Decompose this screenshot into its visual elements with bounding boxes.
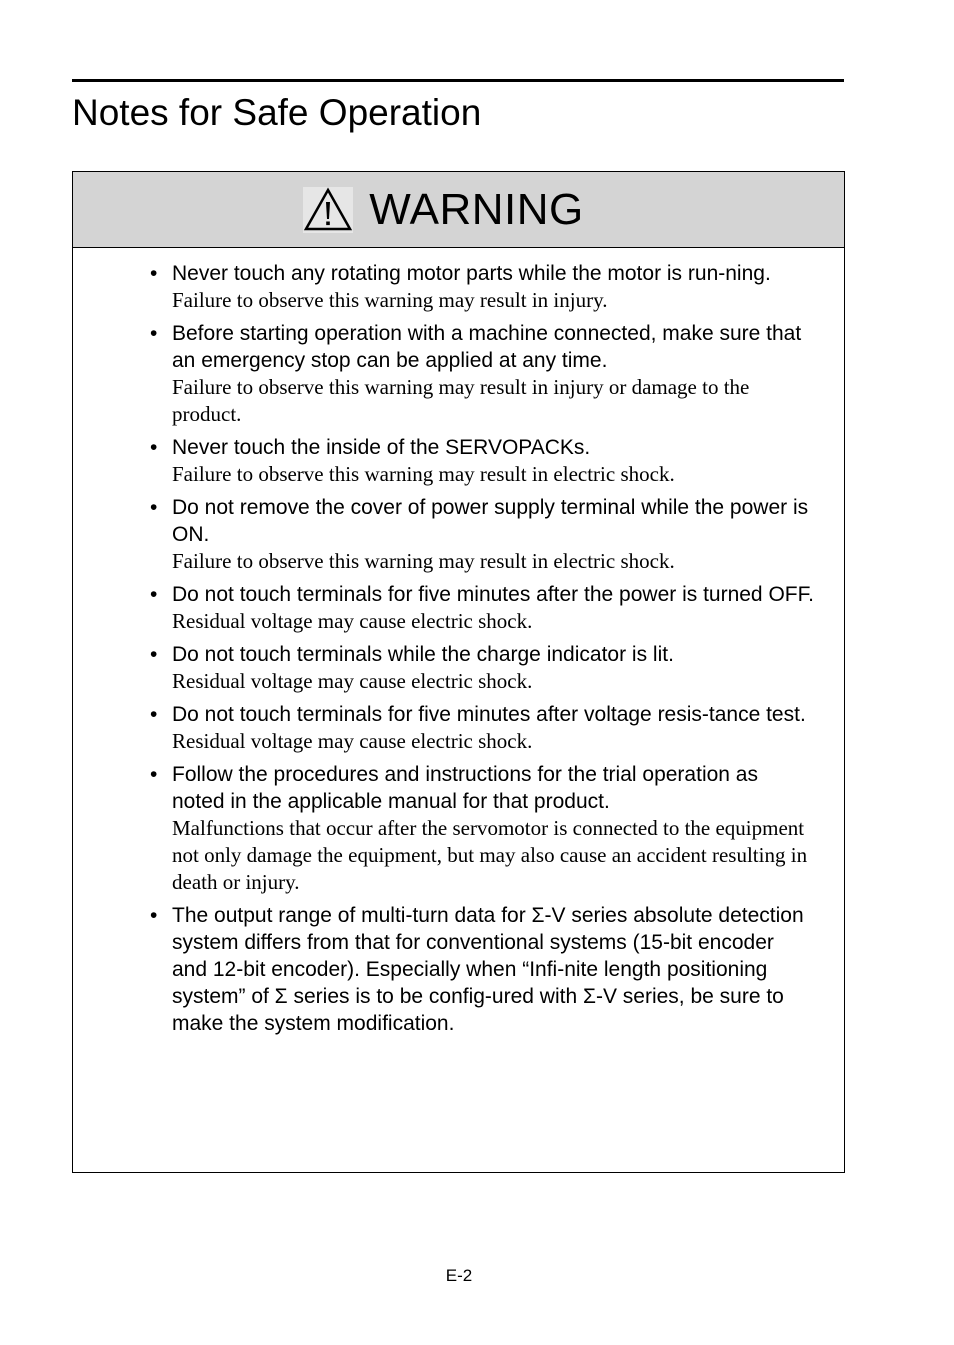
warning-item [73, 260, 844, 314]
warning-item [73, 902, 844, 1037]
warning-item-consequence: Residual voltage may cause electric shock. [172, 729, 533, 753]
bullet: • [150, 904, 158, 927]
warning-item [73, 581, 844, 635]
warning-header [73, 172, 844, 248]
warning-item [73, 761, 844, 896]
warning-item-consequence: Failure to observe this warning may result in injury. [172, 288, 608, 312]
warning-box [72, 171, 845, 1173]
warning-item [73, 641, 844, 695]
bullet: • [150, 643, 158, 666]
bullet: • [150, 496, 158, 519]
page-number: E-2 [445, 1266, 473, 1285]
warning-item-text: Never touch the inside of the SERVOPACKs. [172, 436, 591, 459]
warning-item [73, 434, 844, 488]
warning-item-consequence: Failure to observe this warning may result in injury or damage to the product. [172, 375, 750, 426]
warning-item [73, 494, 844, 575]
warning-item-text: Follow the procedures and instructions for the trial operation as noted in the applicable manual for that product. [172, 763, 758, 813]
warning-item-consequence: Failure to observe this warning may result in electric shock. [172, 462, 675, 486]
warning-item-text: Do not touch terminals for five minutes after voltage resis-tance test. [172, 703, 806, 726]
bullet: • [150, 763, 158, 786]
bullet: • [150, 262, 158, 285]
warning-item-consequence: Malfunctions that occur after the servomotor is connected to the equipment not only damage the equipment, but may also cause an accident resulting in death or injury. [172, 816, 808, 894]
top-rule [72, 79, 844, 82]
warning-item-consequence: Residual voltage may cause electric shock. [172, 669, 533, 693]
warning-list [73, 248, 844, 1037]
warning-item-consequence: Residual voltage may cause electric shock. [172, 609, 533, 633]
warning-triangle-icon [303, 187, 353, 233]
warning-item [73, 701, 844, 755]
warning-item-text: Do not remove the cover of power supply terminal while the power is ON. [172, 496, 809, 546]
warning-item-text: Do not touch terminals while the charge indicator is lit. [172, 643, 674, 666]
warning-item-text: Never touch any rotating motor parts while the motor is run-ning. [172, 262, 771, 285]
warning-title: WARNING [369, 184, 584, 234]
bullet: • [150, 583, 158, 606]
warning-item [73, 320, 844, 428]
warning-item-text: The output range of multi-turn data for Σ-V series absolute detection system differs from that for conventional systems (15-bit encoder and 12-bit encoder). Especially when “Infi-nite length positioning system” of Σ series is to be config-ured with Σ-V series, be sure to make the system modification. [172, 904, 804, 1035]
page-title: Notes for Safe Operation [72, 92, 482, 133]
bullet: • [150, 436, 158, 459]
bullet: • [150, 703, 158, 726]
bullet: • [150, 322, 158, 345]
warning-item-text: Do not touch terminals for five minutes after the power is turned OFF. [172, 583, 814, 606]
warning-item-consequence: Failure to observe this warning may result in electric shock. [172, 549, 675, 573]
warning-item-text: Before starting operation with a machine connected, make sure that an emergency stop can be applied at any time. [172, 322, 802, 372]
